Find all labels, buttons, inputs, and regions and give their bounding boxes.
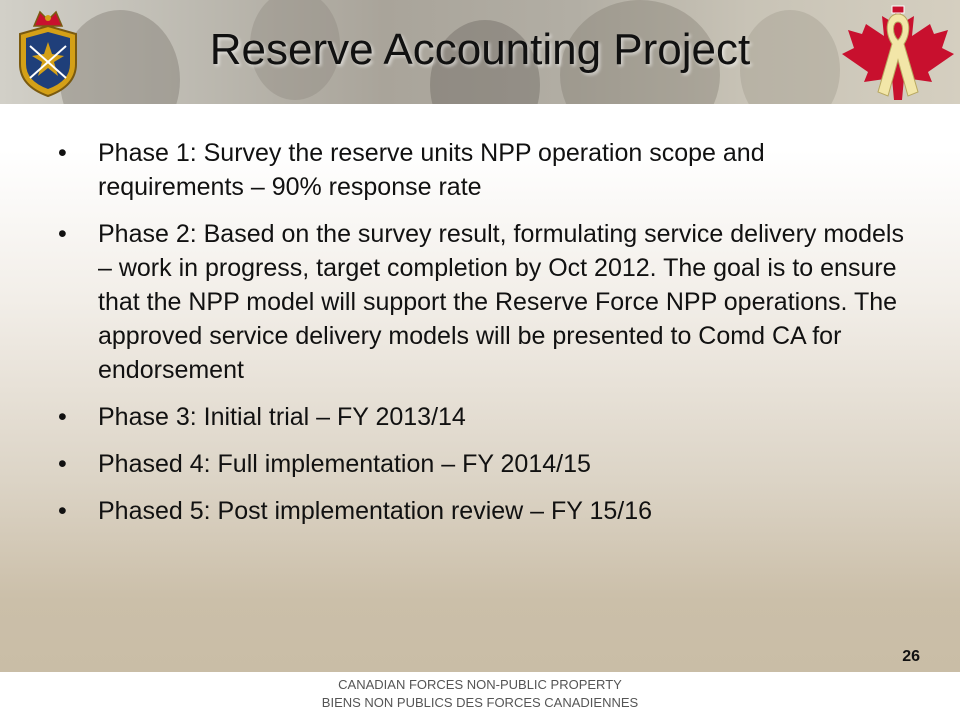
- bullet-item: [58, 400, 908, 434]
- bullet-marker: •: [58, 497, 67, 525]
- bullet-marker: •: [58, 139, 67, 167]
- bullet-item: [58, 136, 908, 204]
- bullet-list: [58, 136, 908, 541]
- bullet-text: Phase 2: Based on the survey result, formulating service delivery models – work in progress, target completion by Oct 2012. The goal is to ensure that the NPP model will support the Reserve Force NPP operations. The approved service delivery models will be presented to Comd CA for endorsement: [98, 220, 904, 384]
- page-number: 26: [902, 648, 920, 665]
- bullet-marker: •: [58, 220, 67, 248]
- bullet-item: [58, 217, 908, 387]
- footer-line-french: BIENS NON PUBLICS DES FORCES CANADIENNES: [321, 695, 639, 710]
- bullet-text: Phased 5: Post implementation review – FY 15/16: [98, 497, 653, 525]
- header-banner: [0, 0, 960, 104]
- footer: [0, 672, 960, 720]
- bullet-item: [58, 494, 908, 528]
- slide-title: Reserve Accounting Project: [209, 25, 751, 74]
- bullet-text: Phase 1: Survey the reserve units NPP operation scope and requirements – 90% response rate: [98, 139, 765, 201]
- footer-line-english: CANADIAN FORCES NON-PUBLIC PROPERTY: [338, 677, 622, 692]
- bullet-marker: •: [58, 450, 67, 478]
- bullet-item: [58, 447, 908, 481]
- bullet-text: Phase 3: Initial trial – FY 2013/14: [98, 403, 466, 431]
- bullet-text: Phased 4: Full implementation – FY 2014/15: [98, 450, 591, 478]
- bullet-marker: •: [58, 403, 67, 431]
